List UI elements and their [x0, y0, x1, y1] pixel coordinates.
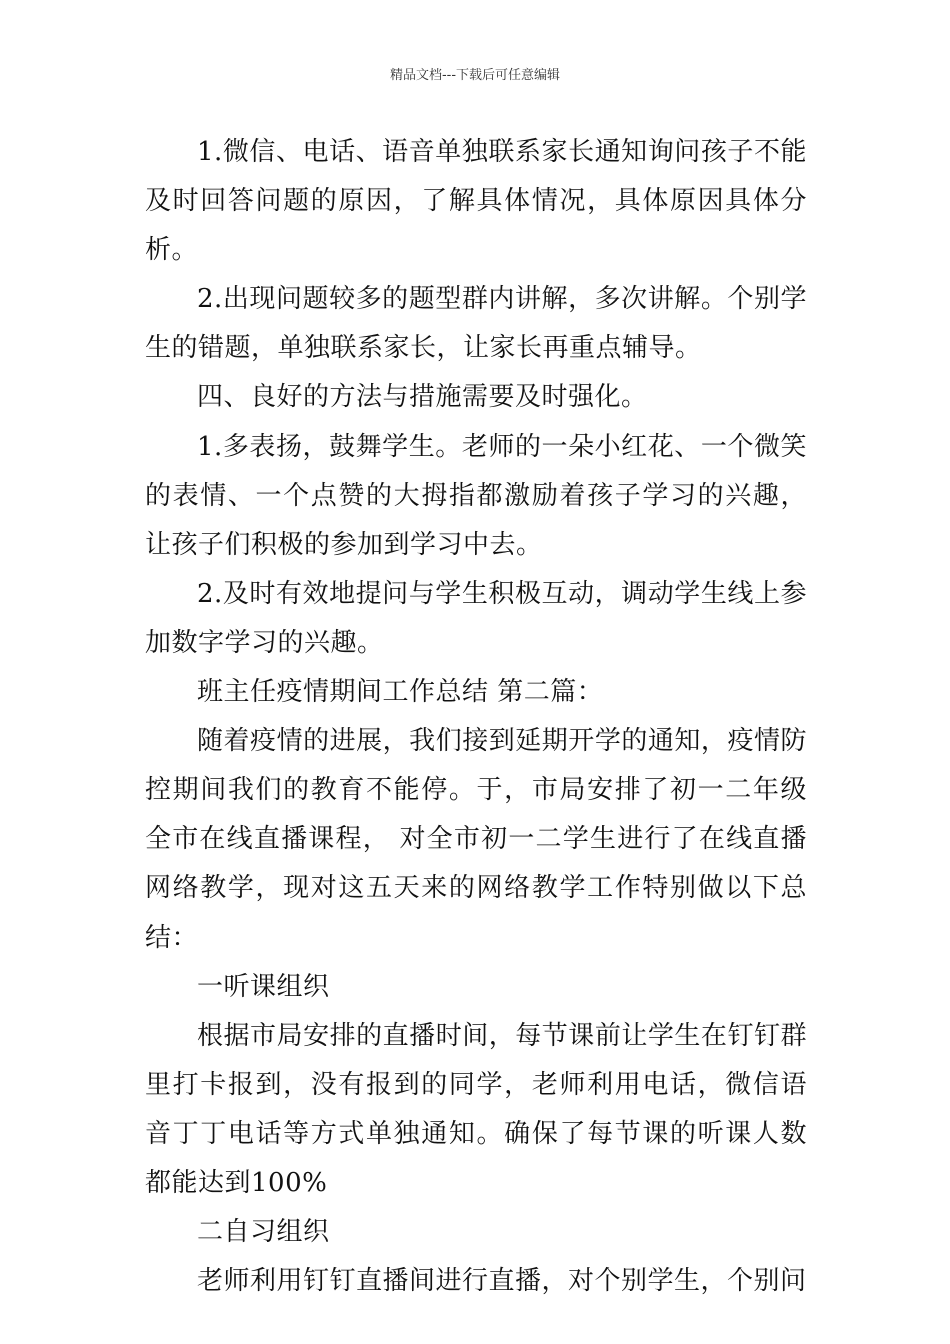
paragraph-7: 老师利用钉钉直播间进行直播，对个别学生，个别问 [197, 1266, 807, 1297]
document-body [145, 128, 807, 1306]
paragraph-1: 1.微信、电话、语音单独联系家长通知询问孩子不能及时回答问题的原因，了解具体情况，具体原因具体分析。 [145, 137, 807, 266]
paragraph-6: 根据市局安排的直播时间，每节课前让学生在钉钉群里打卡报到，没有报到的同学，老师利用电话，微信语音丁丁电话等方式单独通知。确保了每节课的听课人数都能达到100% [145, 1020, 807, 1198]
paragraph-3: 1.多表扬，鼓舞学生。老师的一朵小红花、一个微笑的表情、一个点赞的大拇指都激励着孩子学习的兴趣，让孩子们积极的参加到学习中去。 [145, 431, 807, 560]
page-header: 精品文档---下载后可任意编辑 [389, 68, 561, 83]
paragraph-2: 2.出现问题较多的题型群内讲解，多次讲解。个别学生的错题，单独联系家长，让家长再重点辅导。 [145, 284, 807, 364]
paragraph-4: 2.及时有效地提问与学生积极互动，调动学生线上参加数字学习的兴趣。 [145, 578, 807, 658]
section-heading-listening: 一听课组织 [197, 971, 330, 1002]
section-heading-4: 四、良好的方法与措施需要及时强化。 [197, 382, 648, 413]
paragraph-5: 随着疫情的进展，我们接到延期开学的通知，疫情防控期间我们的教育不能停。于，市局安排了初一二年级全市在线直播课程， 对全市初一二学生进行了在线直播网络教学，现对这五天来的网络教学工作特别做以下总结： [145, 726, 807, 953]
article-title-part2: 班主任疫情期间工作总结 第二篇： [197, 677, 604, 708]
section-heading-self-study: 二自习组织 [197, 1217, 330, 1248]
